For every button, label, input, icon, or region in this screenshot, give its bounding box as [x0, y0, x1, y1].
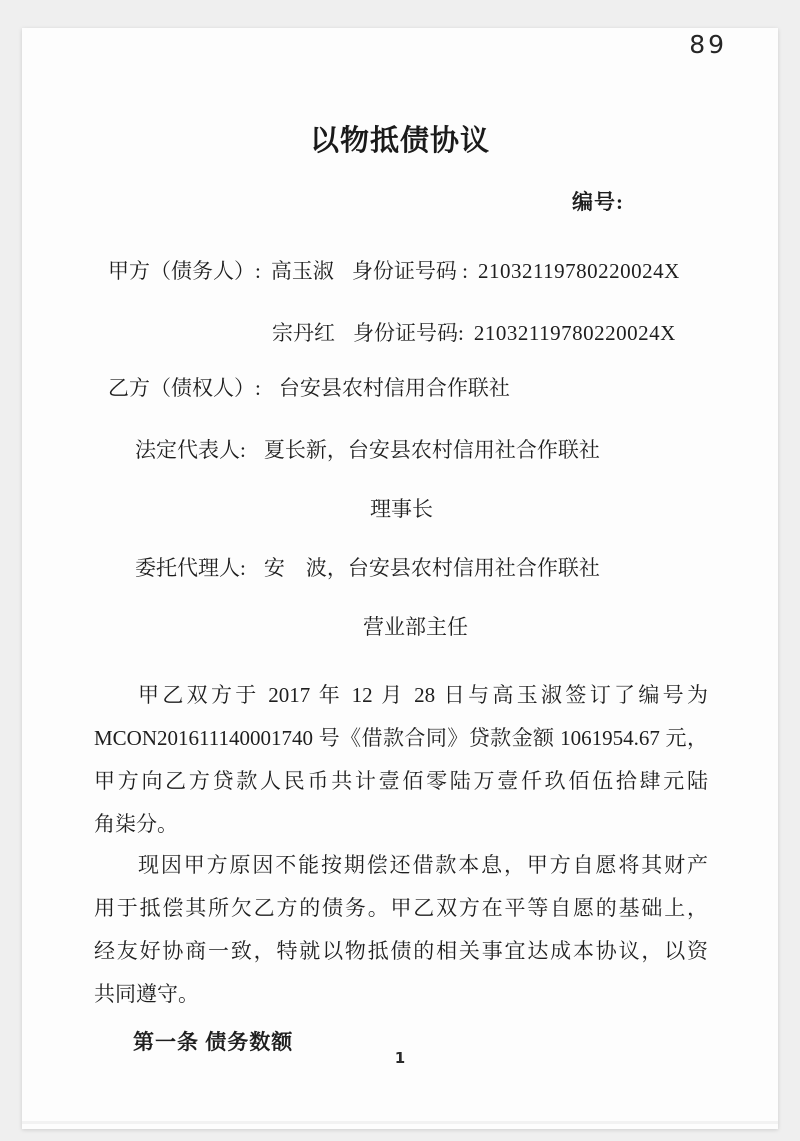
- document-page: [22, 28, 778, 1129]
- legal-representative-position: 理事长: [370, 497, 433, 521]
- page-footer-number: 1: [394, 1049, 406, 1067]
- party-a-member2-id-label: 身份证号码:: [353, 321, 464, 345]
- document-number-label: 编号:: [572, 190, 624, 214]
- paragraph-line: 角柒分。: [94, 812, 178, 836]
- party-b-line: [108, 374, 510, 402]
- legal-representative-value: 夏长新，台安县农村信用社合作联社: [263, 438, 600, 462]
- party-a-member2-id-number: 21032119780220024X: [473, 321, 676, 345]
- section-1-heading: 第一条 债务数额: [133, 1030, 294, 1054]
- party-a-member1-id-label: 身份证号码 :: [351, 259, 468, 283]
- party-a-member2-name: 宗丹红: [272, 321, 335, 345]
- paragraph-line: 用于抵偿其所欠乙方的债务。甲乙双方在平等自愿的基础上，: [94, 896, 708, 920]
- party-b-label: 乙方（债权人）:: [108, 376, 261, 400]
- paragraph-line: 甲乙双方于 2017 年 12 月 28 日与高玉淑签订了编号为: [138, 683, 708, 707]
- party-a-line-1: [108, 257, 680, 285]
- document-title: 以物抵债协议: [309, 123, 490, 157]
- paragraph-line: 共同遵守。: [94, 982, 199, 1006]
- party-a-label: 甲方（债务人）:: [108, 259, 261, 283]
- paragraph-line: 现因甲方原因不能按期偿还借款本息，甲方自愿将其财产: [138, 853, 708, 877]
- legal-representative-label: 法定代表人:: [135, 438, 246, 462]
- paragraph-line: 甲方向乙方贷款人民币共计壹佰零陆万壹仟玖佰伍拾肆元陆: [94, 769, 708, 793]
- party-a-member1-name: 高玉淑: [270, 259, 334, 283]
- paragraph-loan-background: [94, 674, 708, 846]
- paragraph-line: 经友好协商一致，特就以物抵债的相关事宜达成本协议，以资: [94, 939, 708, 963]
- entrusted-agent-position: 营业部主任: [363, 615, 468, 639]
- entrusted-agent-value: 安 波，台安县农村信用社合作联社: [263, 556, 600, 580]
- paragraph-line: MCON201611140001740 号《借款合同》贷款金额 1061954.67 元，: [94, 726, 708, 750]
- entrusted-agent-line: [135, 554, 600, 582]
- party-b-name: 台安县农村信用合作联社: [278, 376, 510, 400]
- party-a-line-2: [272, 319, 676, 347]
- page-stamp-number: 89: [689, 30, 727, 59]
- entrusted-agent-label: 委托代理人:: [135, 556, 246, 580]
- legal-representative-line: [135, 436, 600, 464]
- paragraph-agreement-basis: [94, 844, 708, 1016]
- party-a-member1-id-number: 21032119780220024X: [477, 259, 680, 283]
